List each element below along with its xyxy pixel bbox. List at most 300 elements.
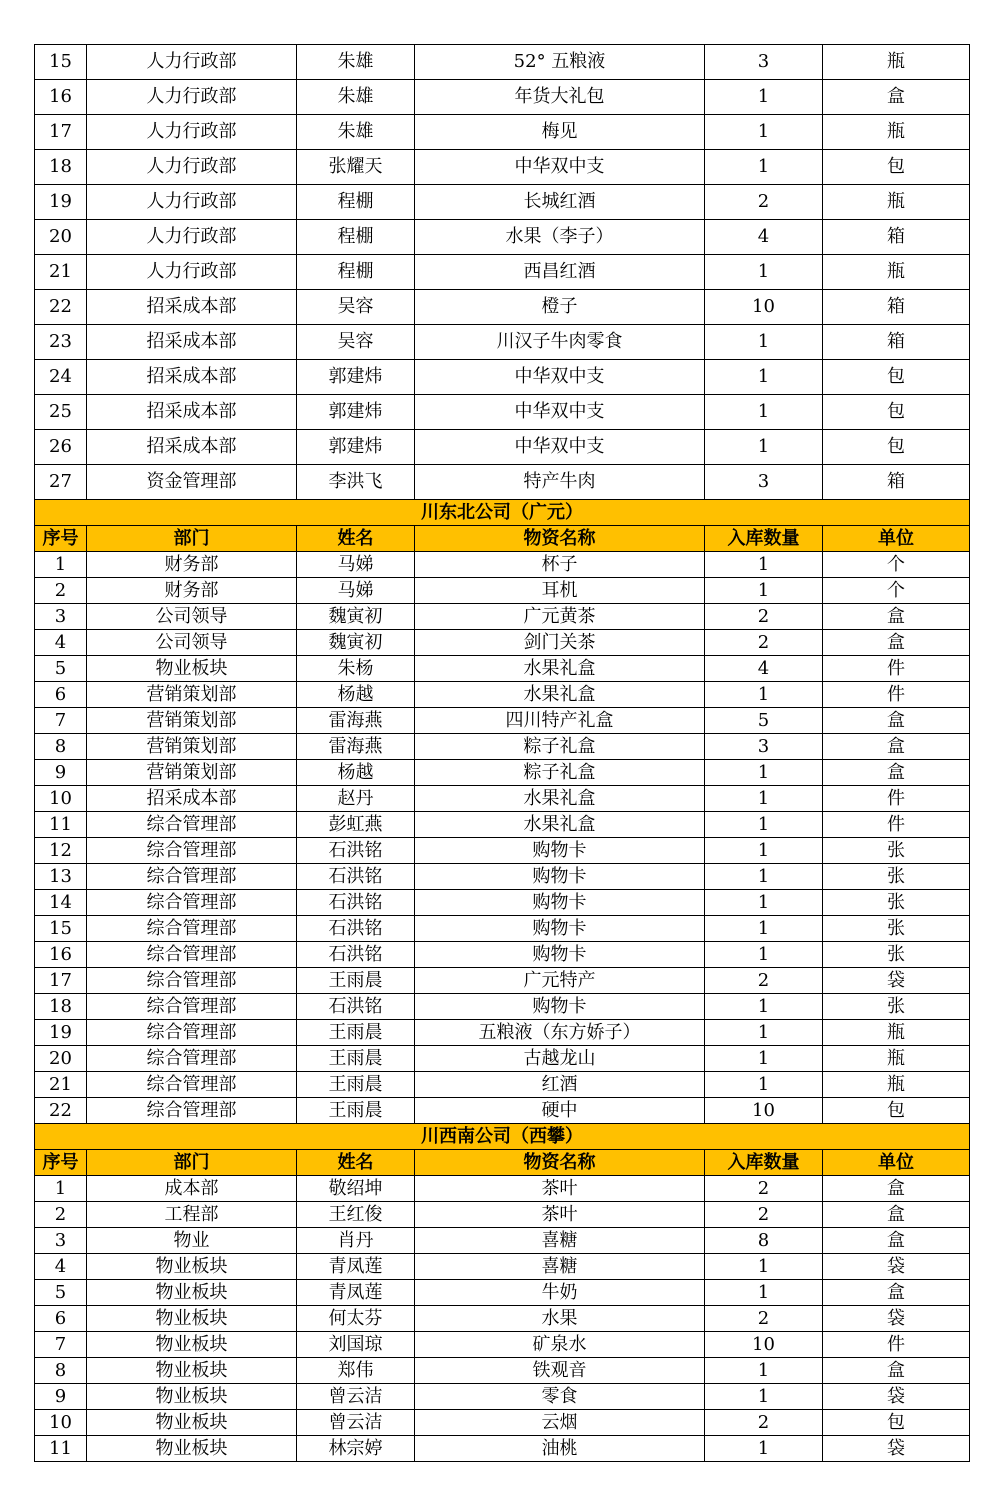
cell-unit: 盒: [823, 1358, 970, 1384]
cell-item: 零食: [415, 1384, 705, 1410]
cell-index: 6: [35, 1306, 87, 1332]
table-row: [35, 395, 970, 430]
cell-quantity: 1: [705, 578, 823, 604]
table-row: [35, 994, 970, 1020]
cell-unit: 瓶: [823, 1046, 970, 1072]
table-row: [35, 864, 970, 890]
cell-item: 杯子: [415, 552, 705, 578]
cell-item: 粽子礼盒: [415, 734, 705, 760]
table-row: [35, 45, 970, 80]
cell-quantity: 2: [705, 185, 823, 220]
cell-item: 牛奶: [415, 1280, 705, 1306]
cell-index: 3: [35, 1228, 87, 1254]
cell-index: 2: [35, 578, 87, 604]
cell-unit: 包: [823, 150, 970, 185]
cell-unit: 袋: [823, 1254, 970, 1280]
column-header: 单位: [823, 526, 970, 552]
cell-name: 雷海燕: [297, 734, 415, 760]
cell-index: 1: [35, 552, 87, 578]
cell-department: 招采成本部: [87, 360, 297, 395]
cell-unit: 张: [823, 916, 970, 942]
cell-unit: 盒: [823, 708, 970, 734]
cell-quantity: 1: [705, 1280, 823, 1306]
cell-name: 杨越: [297, 682, 415, 708]
cell-index: 17: [35, 115, 87, 150]
table-row: [35, 708, 970, 734]
cell-index: 21: [35, 1072, 87, 1098]
cell-name: 何太芬: [297, 1306, 415, 1332]
cell-unit: 瓶: [823, 1072, 970, 1098]
cell-item: 购物卡: [415, 994, 705, 1020]
cell-department: 综合管理部: [87, 994, 297, 1020]
cell-index: 12: [35, 838, 87, 864]
table-row: [35, 552, 970, 578]
cell-name: 朱雄: [297, 45, 415, 80]
cell-department: 人力行政部: [87, 45, 297, 80]
cell-item: 广元特产: [415, 968, 705, 994]
cell-department: 综合管理部: [87, 838, 297, 864]
cell-name: 王雨晨: [297, 1020, 415, 1046]
table-row: [35, 1306, 970, 1332]
cell-name: 郑伟: [297, 1358, 415, 1384]
table-row: [35, 290, 970, 325]
cell-quantity: 4: [705, 656, 823, 682]
column-header: 序号: [35, 526, 87, 552]
cell-name: 石洪铭: [297, 916, 415, 942]
cell-index: 22: [35, 1098, 87, 1124]
cell-name: 程棚: [297, 255, 415, 290]
table-row: [35, 325, 970, 360]
cell-quantity: 1: [705, 864, 823, 890]
cell-index: 10: [35, 786, 87, 812]
cell-unit: 张: [823, 864, 970, 890]
cell-item: 喜糖: [415, 1228, 705, 1254]
cell-index: 24: [35, 360, 87, 395]
cell-unit: 盒: [823, 1202, 970, 1228]
cell-department: 物业板块: [87, 1254, 297, 1280]
cell-unit: 袋: [823, 1306, 970, 1332]
cell-index: 7: [35, 1332, 87, 1358]
cell-department: 营销策划部: [87, 734, 297, 760]
cell-name: 朱雄: [297, 115, 415, 150]
cell-department: 综合管理部: [87, 1098, 297, 1124]
cell-name: 杨越: [297, 760, 415, 786]
cell-name: 吴容: [297, 290, 415, 325]
cell-index: 23: [35, 325, 87, 360]
cell-index: 2: [35, 1202, 87, 1228]
cell-quantity: 8: [705, 1228, 823, 1254]
section-title-row: [35, 1124, 970, 1150]
cell-index: 26: [35, 430, 87, 465]
column-header: 部门: [87, 1150, 297, 1176]
cell-index: 16: [35, 942, 87, 968]
cell-name: 王雨晨: [297, 968, 415, 994]
cell-item: 五粮液（东方娇子）: [415, 1020, 705, 1046]
cell-department: 营销策划部: [87, 760, 297, 786]
cell-item: 长城红酒: [415, 185, 705, 220]
cell-quantity: 1: [705, 150, 823, 185]
cell-department: 招采成本部: [87, 325, 297, 360]
cell-department: 人力行政部: [87, 185, 297, 220]
cell-unit: 件: [823, 656, 970, 682]
cell-item: 水果礼盒: [415, 682, 705, 708]
table-row: [35, 838, 970, 864]
cell-item: 水果礼盒: [415, 812, 705, 838]
cell-department: 营销策划部: [87, 682, 297, 708]
cell-unit: 包: [823, 1410, 970, 1436]
cell-quantity: 4: [705, 220, 823, 255]
cell-index: 8: [35, 1358, 87, 1384]
cell-index: 14: [35, 890, 87, 916]
cell-item: 硬中: [415, 1098, 705, 1124]
cell-quantity: 1: [705, 360, 823, 395]
cell-unit: 盒: [823, 760, 970, 786]
cell-department: 营销策划部: [87, 708, 297, 734]
cell-name: 魏寅初: [297, 604, 415, 630]
cell-unit: 袋: [823, 968, 970, 994]
cell-index: 18: [35, 150, 87, 185]
cell-name: 魏寅初: [297, 630, 415, 656]
cell-name: 雷海燕: [297, 708, 415, 734]
cell-department: 物业板块: [87, 1384, 297, 1410]
cell-index: 15: [35, 916, 87, 942]
table-row: [35, 1202, 970, 1228]
cell-department: 综合管理部: [87, 812, 297, 838]
cell-index: 3: [35, 604, 87, 630]
cell-item: 四川特产礼盒: [415, 708, 705, 734]
cell-unit: 箱: [823, 220, 970, 255]
table-row: [35, 360, 970, 395]
cell-item: 购物卡: [415, 890, 705, 916]
cell-item: 云烟: [415, 1410, 705, 1436]
cell-item: 红酒: [415, 1072, 705, 1098]
cell-quantity: 1: [705, 994, 823, 1020]
cell-quantity: 1: [705, 80, 823, 115]
cell-quantity: 1: [705, 760, 823, 786]
section-title: 川东北公司（广元）: [35, 500, 970, 526]
cell-name: 曾云洁: [297, 1410, 415, 1436]
cell-item: 水果礼盒: [415, 786, 705, 812]
cell-department: 物业板块: [87, 1358, 297, 1384]
cell-department: 招采成本部: [87, 786, 297, 812]
cell-item: 购物卡: [415, 864, 705, 890]
cell-index: 8: [35, 734, 87, 760]
cell-index: 18: [35, 994, 87, 1020]
cell-unit: 件: [823, 812, 970, 838]
cell-item: 油桃: [415, 1436, 705, 1462]
cell-index: 9: [35, 760, 87, 786]
cell-unit: 瓶: [823, 115, 970, 150]
cell-quantity: 2: [705, 1306, 823, 1332]
cell-name: 程棚: [297, 220, 415, 255]
cell-item: 水果: [415, 1306, 705, 1332]
cell-name: 郭建炜: [297, 360, 415, 395]
cell-quantity: 1: [705, 942, 823, 968]
cell-quantity: 1: [705, 1358, 823, 1384]
cell-quantity: 2: [705, 1410, 823, 1436]
cell-department: 综合管理部: [87, 1072, 297, 1098]
cell-quantity: 10: [705, 290, 823, 325]
cell-quantity: 1: [705, 430, 823, 465]
table-row: [35, 1436, 970, 1462]
cell-unit: 盒: [823, 604, 970, 630]
cell-name: 彭虹燕: [297, 812, 415, 838]
cell-item: 特产牛肉: [415, 465, 705, 500]
cell-quantity: 3: [705, 45, 823, 80]
column-header: 入库数量: [705, 526, 823, 552]
cell-item: 中华双中支: [415, 360, 705, 395]
cell-name: 曾云洁: [297, 1384, 415, 1410]
cell-quantity: 1: [705, 786, 823, 812]
column-header: 姓名: [297, 526, 415, 552]
cell-department: 物业板块: [87, 1410, 297, 1436]
cell-item: 剑门关茶: [415, 630, 705, 656]
cell-unit: 件: [823, 786, 970, 812]
cell-index: 19: [35, 1020, 87, 1046]
cell-name: 刘国琼: [297, 1332, 415, 1358]
cell-unit: 张: [823, 838, 970, 864]
cell-item: 购物卡: [415, 838, 705, 864]
header-row: [35, 526, 970, 552]
cell-department: 财务部: [87, 552, 297, 578]
table-row: [35, 1228, 970, 1254]
cell-unit: 盒: [823, 734, 970, 760]
cell-name: 青凤莲: [297, 1280, 415, 1306]
column-header: 姓名: [297, 1150, 415, 1176]
cell-item: 购物卡: [415, 942, 705, 968]
cell-unit: 盒: [823, 80, 970, 115]
table-row: [35, 890, 970, 916]
cell-department: 公司领导: [87, 604, 297, 630]
table-row: [35, 1280, 970, 1306]
cell-unit: 包: [823, 430, 970, 465]
cell-unit: 个: [823, 578, 970, 604]
table-row: [35, 1358, 970, 1384]
cell-quantity: 5: [705, 708, 823, 734]
table-row: [35, 942, 970, 968]
table-row: [35, 1072, 970, 1098]
cell-quantity: 1: [705, 890, 823, 916]
cell-department: 物业: [87, 1228, 297, 1254]
cell-name: 赵丹: [297, 786, 415, 812]
cell-quantity: 1: [705, 1046, 823, 1072]
cell-quantity: 1: [705, 1436, 823, 1462]
column-header: 序号: [35, 1150, 87, 1176]
table-row: [35, 1332, 970, 1358]
cell-name: 朱雄: [297, 80, 415, 115]
cell-name: 李洪飞: [297, 465, 415, 500]
column-header: 部门: [87, 526, 297, 552]
column-header: 入库数量: [705, 1150, 823, 1176]
cell-index: 9: [35, 1384, 87, 1410]
cell-name: 青凤莲: [297, 1254, 415, 1280]
cell-item: 橙子: [415, 290, 705, 325]
cell-item: 水果（李子）: [415, 220, 705, 255]
cell-quantity: 1: [705, 682, 823, 708]
cell-quantity: 2: [705, 630, 823, 656]
table-row: [35, 578, 970, 604]
cell-unit: 张: [823, 942, 970, 968]
cell-index: 1: [35, 1176, 87, 1202]
cell-unit: 箱: [823, 465, 970, 500]
cell-department: 公司领导: [87, 630, 297, 656]
column-header: 物资名称: [415, 1150, 705, 1176]
cell-quantity: 1: [705, 1384, 823, 1410]
cell-department: 综合管理部: [87, 864, 297, 890]
cell-name: 郭建炜: [297, 430, 415, 465]
cell-index: 22: [35, 290, 87, 325]
cell-item: 茶叶: [415, 1176, 705, 1202]
cell-department: 物业板块: [87, 1436, 297, 1462]
cell-name: 马娣: [297, 578, 415, 604]
cell-department: 综合管理部: [87, 1020, 297, 1046]
cell-department: 物业板块: [87, 1306, 297, 1332]
cell-department: 物业板块: [87, 1332, 297, 1358]
cell-name: 吴容: [297, 325, 415, 360]
cell-unit: 盒: [823, 1280, 970, 1306]
cell-quantity: 1: [705, 1072, 823, 1098]
cell-index: 27: [35, 465, 87, 500]
cell-quantity: 2: [705, 1176, 823, 1202]
cell-index: 25: [35, 395, 87, 430]
cell-unit: 件: [823, 1332, 970, 1358]
cell-quantity: 1: [705, 395, 823, 430]
cell-index: 19: [35, 185, 87, 220]
cell-name: 王雨晨: [297, 1098, 415, 1124]
cell-item: 西昌红酒: [415, 255, 705, 290]
cell-unit: 瓶: [823, 255, 970, 290]
cell-item: 喜糖: [415, 1254, 705, 1280]
table-row: [35, 630, 970, 656]
cell-index: 11: [35, 1436, 87, 1462]
cell-index: 10: [35, 1410, 87, 1436]
table-row: [35, 916, 970, 942]
cell-department: 人力行政部: [87, 80, 297, 115]
column-header: 单位: [823, 1150, 970, 1176]
cell-department: 招采成本部: [87, 395, 297, 430]
cell-name: 肖丹: [297, 1228, 415, 1254]
cell-quantity: 1: [705, 255, 823, 290]
cell-item: 年货大礼包: [415, 80, 705, 115]
cell-index: 4: [35, 630, 87, 656]
cell-unit: 包: [823, 395, 970, 430]
cell-item: 广元黄茶: [415, 604, 705, 630]
cell-department: 物业板块: [87, 1280, 297, 1306]
cell-name: 郭建炜: [297, 395, 415, 430]
cell-unit: 张: [823, 890, 970, 916]
cell-unit: 盒: [823, 630, 970, 656]
cell-index: 6: [35, 682, 87, 708]
cell-unit: 箱: [823, 325, 970, 360]
cell-item: 水果礼盒: [415, 656, 705, 682]
cell-unit: 瓶: [823, 45, 970, 80]
table-row: [35, 185, 970, 220]
table-row: [35, 786, 970, 812]
cell-unit: 袋: [823, 1384, 970, 1410]
cell-name: 石洪铭: [297, 994, 415, 1020]
cell-index: 20: [35, 1046, 87, 1072]
cell-name: 程棚: [297, 185, 415, 220]
table-row: [35, 80, 970, 115]
cell-quantity: 1: [705, 838, 823, 864]
cell-item: 矿泉水: [415, 1332, 705, 1358]
cell-department: 招采成本部: [87, 430, 297, 465]
table-row: [35, 682, 970, 708]
cell-item: 梅见: [415, 115, 705, 150]
cell-department: 综合管理部: [87, 968, 297, 994]
column-header: 物资名称: [415, 526, 705, 552]
cell-item: 购物卡: [415, 916, 705, 942]
table-row: [35, 968, 970, 994]
cell-item: 古越龙山: [415, 1046, 705, 1072]
cell-unit: 袋: [823, 1436, 970, 1462]
table-row: [35, 150, 970, 185]
cell-unit: 瓶: [823, 1020, 970, 1046]
cell-unit: 箱: [823, 290, 970, 325]
table-row: [35, 604, 970, 630]
cell-name: 林宗婷: [297, 1436, 415, 1462]
cell-name: 朱杨: [297, 656, 415, 682]
cell-quantity: 2: [705, 1202, 823, 1228]
cell-index: 7: [35, 708, 87, 734]
cell-index: 17: [35, 968, 87, 994]
cell-quantity: 3: [705, 734, 823, 760]
table-row: [35, 430, 970, 465]
cell-name: 石洪铭: [297, 942, 415, 968]
section-title: 川西南公司（西攀）: [35, 1124, 970, 1150]
cell-department: 人力行政部: [87, 220, 297, 255]
cell-department: 财务部: [87, 578, 297, 604]
cell-unit: 个: [823, 552, 970, 578]
table-row: [35, 1254, 970, 1280]
table-row: [35, 465, 970, 500]
cell-department: 人力行政部: [87, 150, 297, 185]
cell-quantity: 1: [705, 1020, 823, 1046]
cell-name: 张耀天: [297, 150, 415, 185]
cell-name: 王雨晨: [297, 1046, 415, 1072]
cell-quantity: 1: [705, 1254, 823, 1280]
cell-department: 综合管理部: [87, 916, 297, 942]
cell-unit: 瓶: [823, 185, 970, 220]
inventory-table: [34, 44, 970, 1462]
cell-item: 川汉子牛肉零食: [415, 325, 705, 360]
table-row: [35, 656, 970, 682]
cell-unit: 张: [823, 994, 970, 1020]
cell-item: 中华双中支: [415, 395, 705, 430]
cell-quantity: 1: [705, 115, 823, 150]
cell-index: 5: [35, 1280, 87, 1306]
table-row: [35, 1410, 970, 1436]
cell-item: 中华双中支: [415, 430, 705, 465]
cell-unit: 盒: [823, 1228, 970, 1254]
cell-name: 石洪铭: [297, 838, 415, 864]
cell-name: 石洪铭: [297, 864, 415, 890]
cell-department: 物业板块: [87, 656, 297, 682]
cell-department: 成本部: [87, 1176, 297, 1202]
cell-index: 21: [35, 255, 87, 290]
cell-name: 王雨晨: [297, 1072, 415, 1098]
cell-department: 招采成本部: [87, 290, 297, 325]
table-row: [35, 255, 970, 290]
cell-department: 综合管理部: [87, 1046, 297, 1072]
cell-name: 王红俊: [297, 1202, 415, 1228]
cell-item: 耳机: [415, 578, 705, 604]
cell-unit: 包: [823, 1098, 970, 1124]
cell-name: 敬绍坤: [297, 1176, 415, 1202]
cell-quantity: 2: [705, 604, 823, 630]
cell-item: 52° 五粮液: [415, 45, 705, 80]
table-row: [35, 734, 970, 760]
